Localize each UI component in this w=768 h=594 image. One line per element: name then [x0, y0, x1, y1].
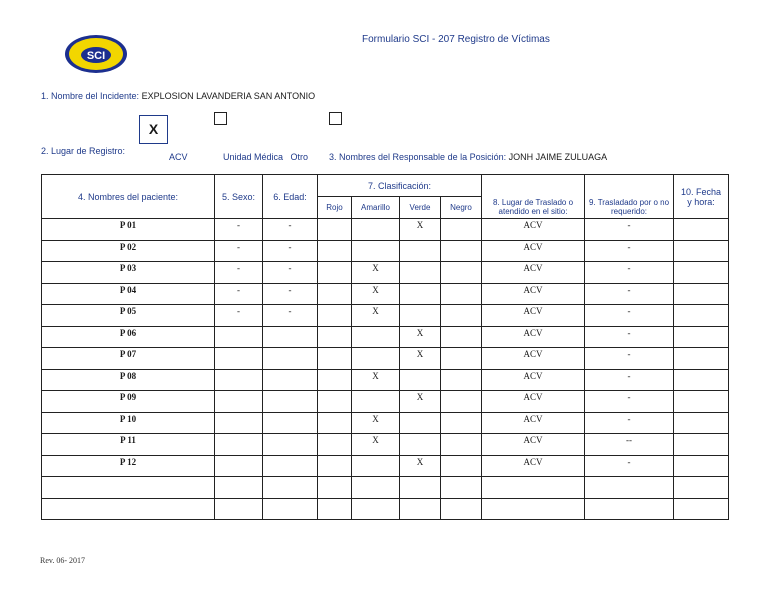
cell-name[interactable]: P 06 [42, 326, 215, 348]
cell-rojo[interactable] [318, 326, 352, 348]
victims-table [41, 174, 729, 520]
cell-edad[interactable]: - [263, 219, 318, 241]
cell-name[interactable]: P 05 [42, 305, 215, 327]
cell-traslado[interactable]: ACV [482, 326, 585, 348]
cell-amarillo[interactable]: X [352, 305, 400, 327]
cell-name[interactable]: P 04 [42, 283, 215, 305]
cell-name[interactable]: P 10 [42, 412, 215, 434]
registro-other-options: Unidad Médica Otro [223, 152, 309, 162]
cell-rojo[interactable] [318, 477, 352, 499]
cell-edad[interactable] [263, 348, 318, 370]
table-row [42, 391, 729, 413]
cell-negro[interactable] [441, 240, 482, 262]
cell-rojo[interactable] [318, 412, 352, 434]
cell-traslado[interactable]: ACV [482, 305, 585, 327]
cell-edad[interactable] [263, 434, 318, 456]
cell-rojo[interactable] [318, 283, 352, 305]
responsable-value: JONH JAIME ZULUAGA [508, 152, 608, 162]
header-rojo: Rojo [318, 197, 352, 219]
cell-negro[interactable] [441, 262, 482, 284]
cell-por[interactable]: - [585, 455, 674, 477]
cell-name[interactable]: P 02 [42, 240, 215, 262]
cell-verde[interactable] [400, 262, 441, 284]
cell-traslado[interactable]: ACV [482, 455, 585, 477]
cell-sexo[interactable] [215, 412, 263, 434]
cell-rojo[interactable] [318, 498, 352, 520]
cell-rojo[interactable] [318, 219, 352, 241]
header-fecha: 10. Fecha y hora: [674, 175, 729, 219]
cell-negro[interactable] [441, 455, 482, 477]
cell-traslado[interactable] [482, 498, 585, 520]
cell-sexo[interactable]: - [215, 283, 263, 305]
cell-rojo[interactable] [318, 391, 352, 413]
cell-amarillo[interactable] [352, 498, 400, 520]
cell-sexo[interactable] [215, 369, 263, 391]
cell-fecha[interactable] [674, 498, 729, 520]
cell-negro[interactable] [441, 391, 482, 413]
cell-edad[interactable] [263, 412, 318, 434]
cell-edad[interactable] [263, 477, 318, 499]
cell-por[interactable]: - [585, 391, 674, 413]
cell-edad[interactable] [263, 391, 318, 413]
cell-amarillo[interactable] [352, 219, 400, 241]
cell-fecha[interactable] [674, 305, 729, 327]
cell-traslado[interactable]: ACV [482, 348, 585, 370]
cell-rojo[interactable] [318, 305, 352, 327]
cell-verde[interactable]: X [400, 348, 441, 370]
cell-verde[interactable]: X [400, 455, 441, 477]
table-row [42, 240, 729, 262]
cell-negro[interactable] [441, 498, 482, 520]
cell-negro[interactable] [441, 326, 482, 348]
cell-por[interactable]: - [585, 283, 674, 305]
cell-rojo[interactable] [318, 455, 352, 477]
cell-edad[interactable]: - [263, 283, 318, 305]
cell-por[interactable]: - [585, 305, 674, 327]
cell-amarillo[interactable] [352, 240, 400, 262]
header-negro: Negro [441, 197, 482, 219]
cell-sexo[interactable] [215, 434, 263, 456]
cell-fecha[interactable] [674, 219, 729, 241]
revision-note: Rev. 06- 2017 [40, 556, 86, 565]
cell-traslado[interactable]: ACV [482, 262, 585, 284]
table-row [42, 455, 729, 477]
cell-rojo[interactable] [318, 348, 352, 370]
cell-amarillo[interactable]: X [352, 369, 400, 391]
cell-por[interactable]: -- [585, 434, 674, 456]
cell-verde[interactable] [400, 369, 441, 391]
cell-verde[interactable] [400, 434, 441, 456]
cell-verde[interactable]: X [400, 391, 441, 413]
acv-checkbox-checked[interactable]: X [139, 115, 168, 144]
cell-negro[interactable] [441, 219, 482, 241]
cell-edad[interactable]: - [263, 305, 318, 327]
cell-fecha[interactable] [674, 240, 729, 262]
cell-sexo[interactable] [215, 477, 263, 499]
table-row [42, 283, 729, 305]
cell-fecha[interactable] [674, 455, 729, 477]
cell-amarillo[interactable] [352, 326, 400, 348]
cell-rojo[interactable] [318, 434, 352, 456]
cell-edad[interactable]: - [263, 262, 318, 284]
cell-traslado[interactable]: ACV [482, 412, 585, 434]
header-trasladado: 9. Trasladado por o no requerido: [585, 175, 674, 219]
cell-negro[interactable] [441, 434, 482, 456]
cell-sexo[interactable] [215, 348, 263, 370]
cell-verde[interactable] [400, 412, 441, 434]
registro-option-acv: ACV [169, 152, 188, 162]
cell-name[interactable] [42, 477, 215, 499]
cell-por[interactable]: - [585, 412, 674, 434]
cell-fecha[interactable] [674, 326, 729, 348]
cell-traslado[interactable]: ACV [482, 240, 585, 262]
cell-amarillo[interactable]: X [352, 283, 400, 305]
registro-label: 2. Lugar de Registro: [41, 146, 126, 156]
cell-sexo[interactable]: - [215, 262, 263, 284]
incident-value: EXPLOSION LAVANDERIA SAN ANTONIO [141, 91, 316, 101]
cell-amarillo[interactable] [352, 391, 400, 413]
cell-traslado[interactable]: ACV [482, 391, 585, 413]
cell-sexo[interactable] [215, 455, 263, 477]
cell-rojo[interactable] [318, 240, 352, 262]
cell-fecha[interactable] [674, 391, 729, 413]
cell-verde[interactable] [400, 305, 441, 327]
cell-fecha[interactable] [674, 369, 729, 391]
cell-por[interactable]: - [585, 326, 674, 348]
header-amarillo: Amarillo [352, 197, 400, 219]
cell-edad[interactable] [263, 369, 318, 391]
cell-negro[interactable] [441, 412, 482, 434]
incident-field [41, 91, 331, 101]
table-row [42, 326, 729, 348]
cell-negro[interactable] [441, 348, 482, 370]
cell-verde[interactable]: X [400, 326, 441, 348]
sci-logo [64, 34, 128, 74]
cell-por[interactable]: - [585, 348, 674, 370]
table-row [42, 498, 729, 520]
cell-name[interactable]: P 03 [42, 262, 215, 284]
header-edad: 6. Edad: [263, 175, 318, 219]
cell-name[interactable]: P 01 [42, 219, 215, 241]
cell-verde[interactable] [400, 240, 441, 262]
table-row [42, 262, 729, 284]
cell-fecha[interactable] [674, 434, 729, 456]
responsable-label: 3. Nombres del Responsable de la Posición: [329, 152, 507, 162]
cell-sexo[interactable]: - [215, 219, 263, 241]
incident-label: 1. Nombre del Incidente: [41, 91, 140, 101]
table-row [42, 434, 729, 456]
cell-amarillo[interactable]: X [352, 262, 400, 284]
cell-sexo[interactable]: - [215, 240, 263, 262]
cell-name[interactable]: P 08 [42, 369, 215, 391]
cell-amarillo[interactable] [352, 348, 400, 370]
cell-rojo[interactable] [318, 262, 352, 284]
cell-traslado[interactable]: ACV [482, 219, 585, 241]
cell-por[interactable]: - [585, 219, 674, 241]
cell-amarillo[interactable]: X [352, 412, 400, 434]
cell-name[interactable]: P 12 [42, 455, 215, 477]
cell-verde[interactable] [400, 283, 441, 305]
header-clasificacion: 7. Clasificación: [318, 175, 482, 197]
otro-checkbox[interactable] [329, 112, 342, 125]
cell-amarillo[interactable]: X [352, 434, 400, 456]
cell-por[interactable] [585, 477, 674, 499]
table-row [42, 369, 729, 391]
cell-name[interactable]: P 09 [42, 391, 215, 413]
cell-amarillo[interactable] [352, 477, 400, 499]
cell-traslado[interactable]: ACV [482, 434, 585, 456]
cell-verde[interactable] [400, 498, 441, 520]
cell-verde[interactable]: X [400, 219, 441, 241]
cell-negro[interactable] [441, 477, 482, 499]
cell-negro[interactable] [441, 369, 482, 391]
cell-fecha[interactable] [674, 412, 729, 434]
cell-fecha[interactable] [674, 477, 729, 499]
cell-sexo[interactable] [215, 326, 263, 348]
cell-edad[interactable] [263, 326, 318, 348]
cell-por[interactable] [585, 498, 674, 520]
header-sexo: 5. Sexo: [215, 175, 263, 219]
cell-sexo[interactable] [215, 391, 263, 413]
cell-edad[interactable] [263, 498, 318, 520]
cell-por[interactable]: - [585, 369, 674, 391]
cell-verde[interactable] [400, 477, 441, 499]
cell-edad[interactable] [263, 455, 318, 477]
cell-sexo[interactable]: - [215, 305, 263, 327]
table-row [42, 305, 729, 327]
cell-fecha[interactable] [674, 283, 729, 305]
cell-por[interactable]: - [585, 240, 674, 262]
cell-traslado[interactable]: ACV [482, 283, 585, 305]
header-traslado: 8. Lugar de Traslado o atendido en el sitio: [482, 175, 585, 219]
cell-edad[interactable]: - [263, 240, 318, 262]
cell-traslado[interactable]: ACV [482, 369, 585, 391]
form-title: Formulario SCI - 207 Registro de Víctimas [362, 34, 550, 45]
responsable-field [329, 152, 607, 162]
cell-negro[interactable] [441, 283, 482, 305]
cell-fecha[interactable] [674, 348, 729, 370]
cell-fecha[interactable] [674, 262, 729, 284]
table-row [42, 477, 729, 499]
cell-traslado[interactable] [482, 477, 585, 499]
cell-name[interactable]: P 11 [42, 434, 215, 456]
table-row [42, 348, 729, 370]
header-verde: Verde [400, 197, 441, 219]
unidad-medica-checkbox[interactable] [214, 112, 227, 125]
cell-rojo[interactable] [318, 369, 352, 391]
table-row [42, 219, 729, 241]
cell-name[interactable]: P 07 [42, 348, 215, 370]
cell-sexo[interactable] [215, 498, 263, 520]
table-row [42, 412, 729, 434]
cell-name[interactable] [42, 498, 215, 520]
header-nombres: 4. Nombres del paciente: [42, 175, 215, 219]
cell-por[interactable]: - [585, 262, 674, 284]
cell-negro[interactable] [441, 305, 482, 327]
svg-text:SCI: SCI [86, 50, 106, 62]
cell-amarillo[interactable] [352, 455, 400, 477]
